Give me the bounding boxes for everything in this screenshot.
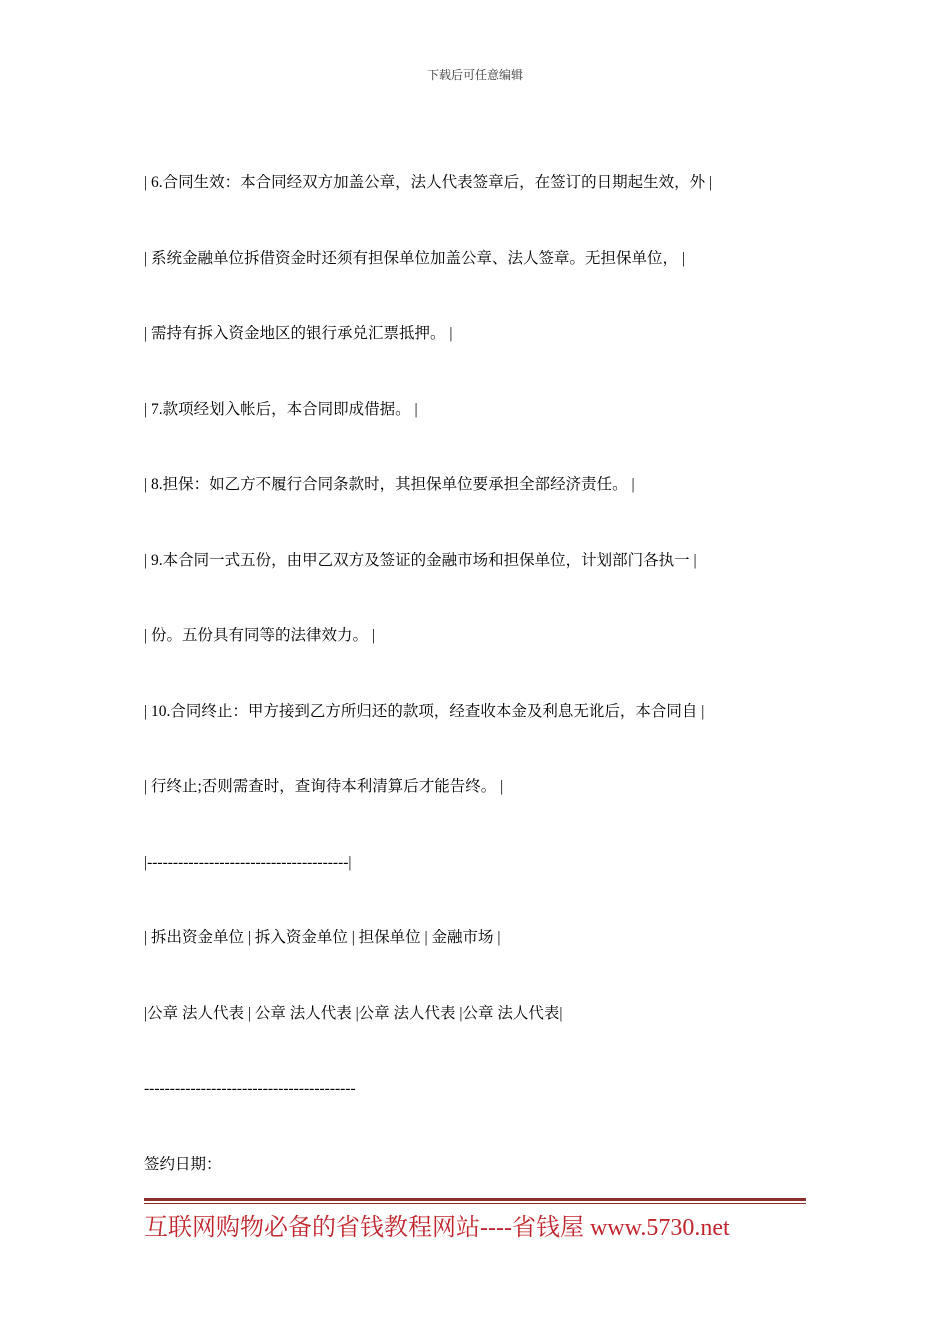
clause-6-line-1: | 6.合同生效：本合同经双方加盖公章，法人代表签章后，在签订的日期起生效，外 | [144,174,713,191]
footer-advertisement-link[interactable]: 互联网购物必备的省钱教程网站----省钱屋 www.5730.net [144,1215,730,1241]
signature-table-seal-row: |公章 法人代表 | 公章 法人代表 |公章 法人代表 |公章 法人代表| [144,1004,563,1022]
clause-6-line-2: | 系统金融单位拆借资金时还须有担保单位加盖公章、法人签章。无担保单位， | [144,249,685,267]
page-header-note: 下载后可任意编辑 [426,68,523,82]
clause-10-line-2: | 行终止;否则需查时，查询待本利清算后才能告终。 | [144,778,504,795]
clause-7-line: | 7.款项经划入帐后，本合同即成借据。 | [144,400,418,418]
footer-divider-thin [144,1203,806,1204]
contract-text-body [144,173,824,1230]
clause-6-line-3: | 需持有拆入资金地区的银行承兑汇票抵押。 | [144,325,453,342]
signature-table-header-row: | 拆出资金单位 | 拆入资金单位 | 担保单位 | 金融市场 | [144,929,501,946]
clause-9-line-1: | 9.本合同一式五份，由甲乙双方及签证的金融市场和担保单位，计划部门各执一 | [144,551,697,569]
table-bottom-border: ----------------------------------------- [144,1080,356,1097]
signing-date-label: 签约日期： [144,1155,222,1173]
footer-divider [144,1198,806,1204]
clause-8-line: | 8.担保：如乙方不履行合同条款时，其担保单位要承担全部经济责任。 | [144,476,635,493]
clause-10-line-1: | 10.合同终止：甲方接到乙方所归还的款项，经查收本金及利息无讹后，本合同自 | [144,702,705,720]
table-top-border: |---------------------------------------| [144,853,352,871]
clause-9-line-2: | 份。五份具有同等的法律效力。 | [144,627,375,644]
footer-divider-thick [144,1198,806,1201]
